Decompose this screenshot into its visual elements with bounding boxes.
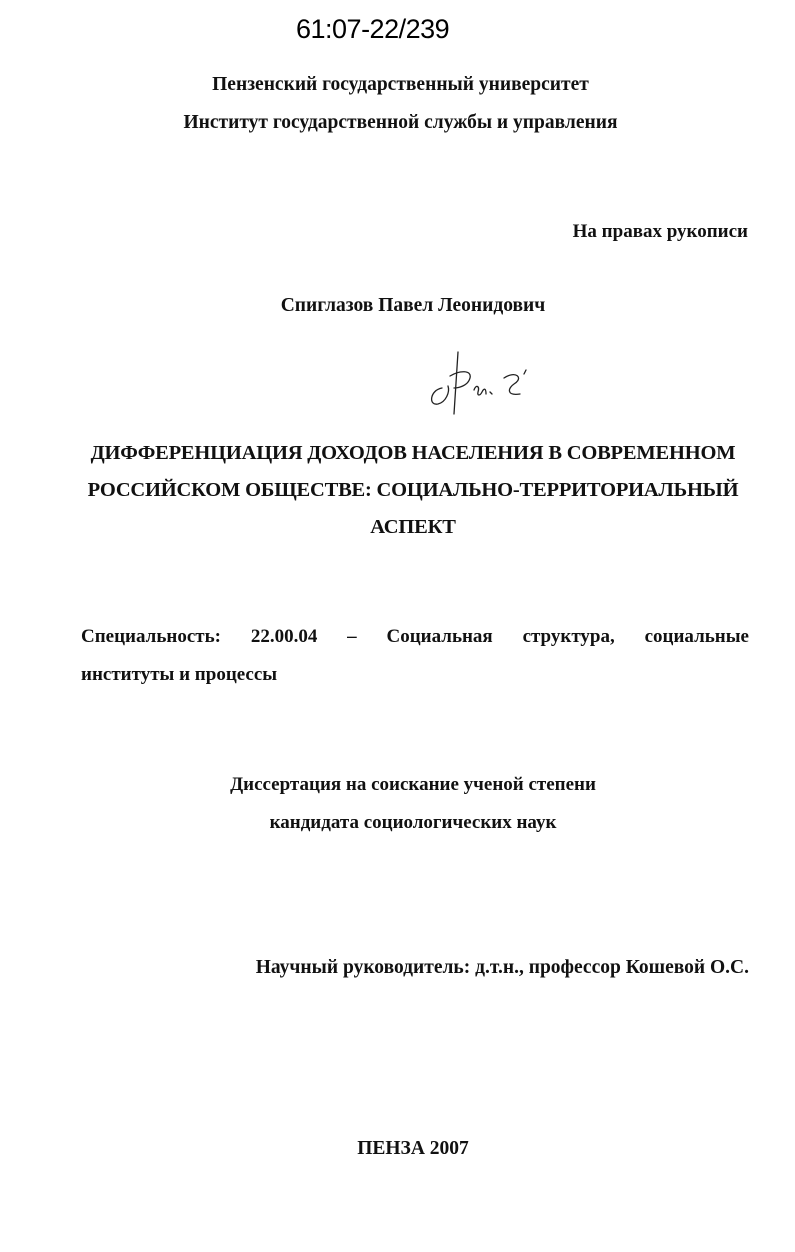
handwritten-signature	[420, 348, 540, 418]
city-year: ПЕНЗА 2007	[357, 1138, 469, 1159]
specialty-line	[81, 626, 749, 648]
specialty-dash: –	[347, 626, 357, 647]
thesis-title-line: ДИФФЕРЕНЦИАЦИЯ ДОХОДОВ НАСЕЛЕНИЯ В СОВРЕМЕННОМ	[90, 442, 736, 464]
specialty-continuation: институты и процессы	[81, 664, 278, 685]
author-name: Спиглазов Павел Леонидович	[280, 295, 546, 316]
specialty-word: Социальная	[386, 626, 493, 647]
thesis-title-line: РОССИЙСКОМ ОБЩЕСТВЕ: СОЦИАЛЬНО-ТЕРРИТОРИАЛЬНЫЙ	[87, 479, 739, 501]
catalog-number: 61:07-22/239	[296, 14, 450, 44]
specialty-code: 22.00.04	[250, 626, 318, 647]
dissertation-degree-line: Диссертация на соискание ученой степени	[230, 774, 596, 795]
specialty-label: Специальность:	[81, 626, 221, 647]
thesis-title-line: АСПЕКТ	[370, 516, 456, 538]
institute-name: Институт государственной службы и управления	[183, 112, 618, 133]
dissertation-degree-line: кандидата социологических наук	[269, 812, 557, 833]
manuscript-note: На правах рукописи	[572, 221, 748, 242]
specialty-word: структура,	[522, 626, 615, 647]
scientific-supervisor: Научный руководитель: д.т.н., профессор Кошевой О.С.	[255, 957, 749, 978]
specialty-word: социальные	[644, 626, 749, 647]
university-name: Пензенский государственный университет	[212, 74, 589, 95]
